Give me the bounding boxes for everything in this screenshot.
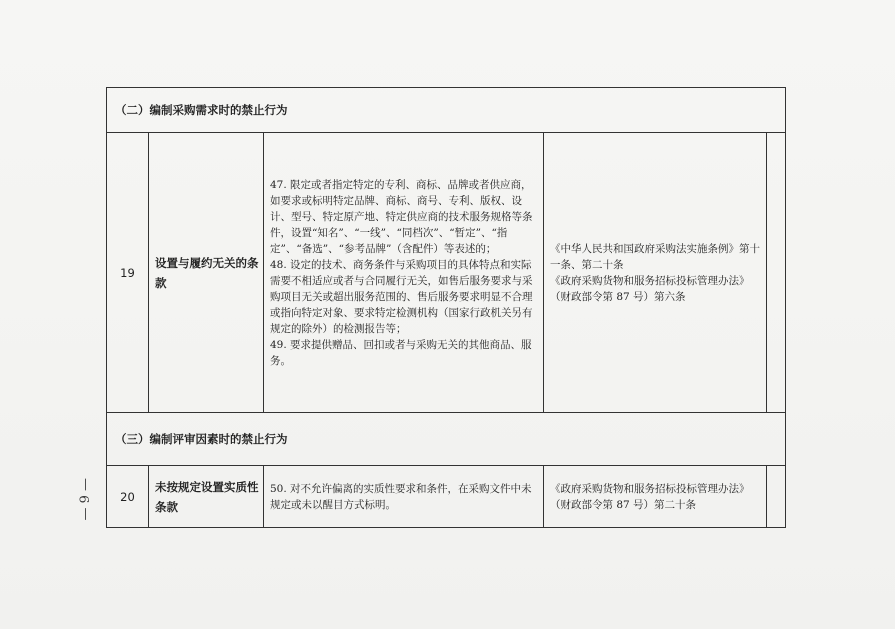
page-number: — 9 —: [78, 478, 93, 521]
item-description: 50. 对不允许偏离的实质性要求和条件，在采购文件中未规定或未以醒目方式标明。: [264, 466, 544, 528]
item-description: 47. 限定或者指定特定的专利、商标、品牌或者供应商，如要求或标明特定品牌、商标、商号、专利、版权、设计、型号、特定原产地、特定供应商的技术服务规格等条件，设置“知名”、“一线”、“同档次”、“暂定”、“指定”、“备选”、“参考品牌”（含配件）等表述的； 48. 设定的技术、商务条件与采购项目的具体特点和实际需要不相适应或者与合同履行无关，如售后服务要求与采购项目无关或超出服务范围的、售后服务要求明显不合理或指向特定对象、要求特定检测机构（国家行政机关另有规定的除外）的检测报告等； 49. 要求提供赠品、回扣或者与采购无关的其他商品、服务。: [264, 133, 544, 413]
item-name: 设置与履约无关的条款: [149, 133, 264, 413]
section-heading-row: [107, 413, 786, 466]
row-number: 20: [107, 466, 149, 528]
remark-cell: [767, 466, 786, 528]
section-heading: （二）编制采购需求时的禁止行为: [107, 88, 786, 133]
remark-cell: [767, 133, 786, 413]
section-heading-row: [107, 88, 786, 133]
row-number: 19: [107, 133, 149, 413]
regulation-table: [106, 87, 786, 528]
table-row: [107, 466, 786, 528]
table-row: [107, 133, 786, 413]
item-name: 未按规定设置实质性条款: [149, 466, 264, 528]
legal-basis: 《中华人民共和国政府采购法实施条例》第十一条、第二十条 《政府采购货物和服务招标投标管理办法》（财政部令第 87 号）第六条: [544, 133, 767, 413]
legal-basis: 《政府采购货物和服务招标投标管理办法》（财政部令第 87 号）第二十条: [544, 466, 767, 528]
section-heading: （三）编制评审因素时的禁止行为: [107, 413, 786, 466]
